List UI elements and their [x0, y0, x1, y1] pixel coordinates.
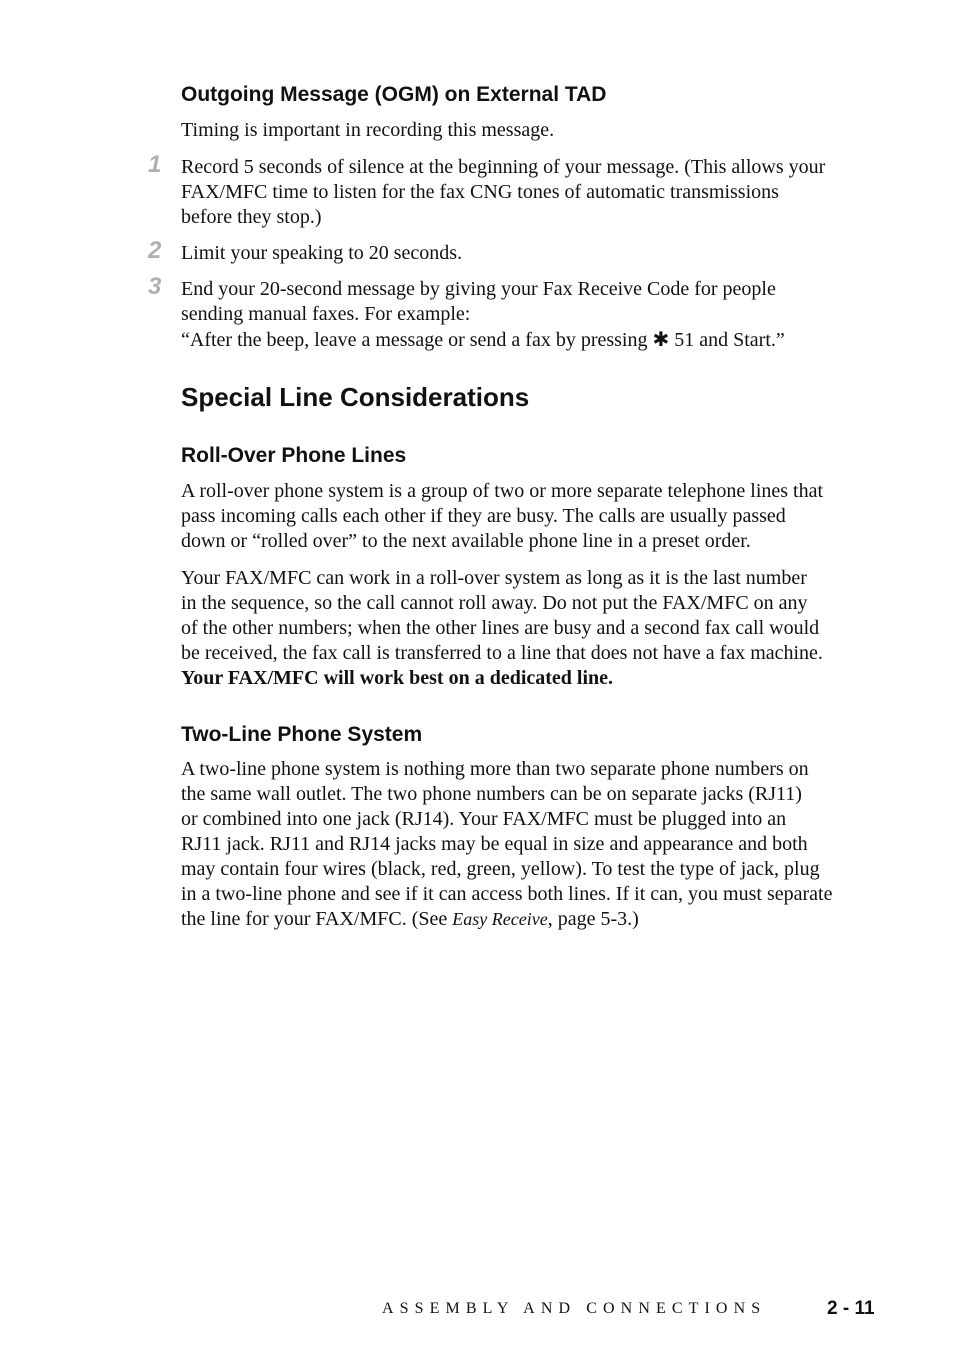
paragraph-line: pass incoming calls each other if they are busy. The calls are usually passed [181, 505, 786, 527]
ogm-heading: Outgoing Message (OGM) on External TAD [181, 83, 607, 106]
paragraph-line: in a two-line phone and see if it can access both lines. If it can, you must separate [181, 883, 833, 905]
step-1-line: before they stop.) [181, 206, 322, 228]
paragraph-line: RJ11 jack. RJ11 and RJ14 jacks may be equal in size and appearance and both [181, 833, 808, 855]
page-number: 2 - 11 [827, 1298, 875, 1319]
special-heading: Special Line Considerations [181, 382, 530, 412]
step-1-line: FAX/MFC time to listen for the fax CNG tones of automatic transmissions [181, 181, 779, 203]
paragraph-line: the same wall outlet. The two phone numbers can be on separate jacks (RJ11) [181, 783, 802, 805]
rollover-paragraph-1 [181, 479, 881, 554]
step-1-line: Record 5 seconds of silence at the beginning of your message. (This allows your [181, 156, 826, 178]
step-2-line: Limit your speaking to 20 seconds. [181, 242, 463, 264]
paragraph-line: of the other numbers; when the other lines are busy and a second fax call would [181, 617, 820, 639]
step-3 [148, 273, 881, 353]
dedicated-line-note: Your FAX/MFC will work best on a dedicated line. [181, 667, 614, 689]
page-footer [382, 1298, 882, 1322]
step-number: 2 [148, 237, 162, 264]
paragraph-text: the line for your FAX/MFC. (See [181, 908, 453, 930]
paragraph-line: Your FAX/MFC can work in a roll-over system as long as it is the last number [181, 567, 807, 589]
star-key-icon: ✱ [652, 327, 670, 351]
quote-text: “After the beep, leave a message or send a fax by pressing [181, 329, 648, 351]
paragraph-line: A two-line phone system is nothing more than two separate phone numbers on [181, 758, 809, 780]
paragraph-line: may contain four wires (black, red, green, yellow). To test the type of jack, plug [181, 858, 820, 880]
step-1 [148, 151, 881, 230]
paragraph-line: in the sequence, so the call cannot roll away. Do not put the FAX/MFC on any [181, 592, 808, 614]
ogm-intro: Timing is important in recording this message. [181, 119, 555, 141]
rollover-heading: Roll-Over Phone Lines [181, 444, 407, 467]
easy-receive-reference: Easy Receive [452, 909, 548, 929]
paragraph-line: or combined into one jack (RJ14). Your FAX/MFC must be plugged into an [181, 808, 787, 830]
step-3-line: sending manual faxes. For example: [181, 303, 471, 325]
paragraph-text: , page 5-3.) [547, 908, 639, 930]
paragraph-line: be received, the fax call is transferred to a line that does not have a fax machine. [181, 642, 823, 664]
twoline-paragraph [181, 757, 881, 932]
paragraph-line: A roll-over phone system is a group of two or more separate telephone lines that [181, 480, 824, 502]
step-number: 3 [148, 273, 162, 300]
twoline-heading: Two-Line Phone System [181, 723, 423, 746]
step-3-line: End your 20-second message by giving your Fax Receive Code for people [181, 278, 776, 300]
step-number: 1 [148, 151, 162, 178]
step-3-quote [181, 327, 881, 353]
chapter-title: ASSEMBLY AND CONNECTIONS [382, 1300, 767, 1317]
paragraph-last-line [181, 907, 881, 932]
paragraph-line: down or “rolled over” to the next available phone line in a preset order. [181, 530, 751, 552]
step-2 [148, 237, 881, 266]
quote-text: 51 and Start.” [674, 329, 785, 351]
rollover-paragraph-2 [181, 566, 881, 691]
